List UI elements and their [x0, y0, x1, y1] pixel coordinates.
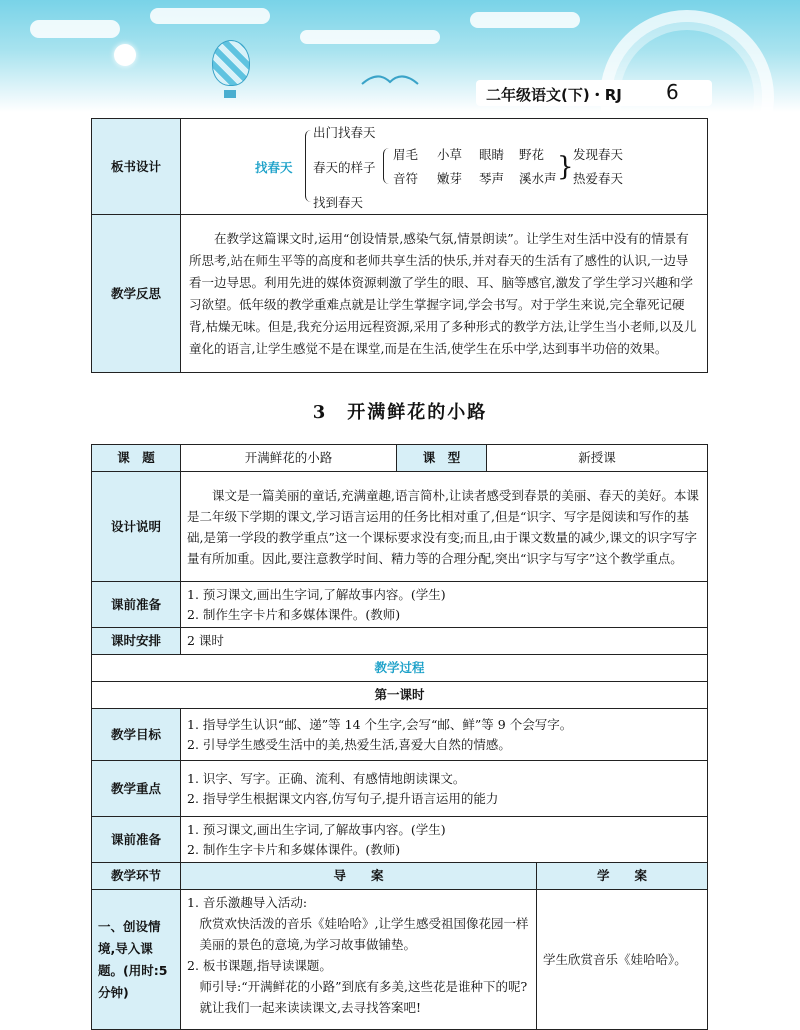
goal-label: 教学目标 [92, 709, 181, 761]
process-heading: 教学过程 [92, 655, 708, 682]
prep-label: 课前准备 [92, 582, 181, 628]
hours-label: 课时安排 [92, 628, 181, 655]
reflection-label: 教学反思 [92, 215, 181, 373]
hot-air-balloon-icon [212, 40, 250, 86]
step1-study: 学生欣赏音乐《娃哈哈》。 [537, 890, 708, 1030]
board-word: 野花 [519, 146, 545, 162]
board-word: 小草 [437, 146, 463, 162]
brace-middle [383, 148, 390, 184]
step1-label: 一、创设情境,导入课题。(用时:5分钟) [92, 890, 181, 1030]
prep-item: 2. 制作生字卡片和多媒体课件。(教师) [187, 606, 401, 622]
cloud-decoration [300, 30, 440, 44]
brace-left [305, 130, 312, 202]
board-word: 溪水声 [519, 170, 557, 186]
balloon-basket-icon [224, 90, 236, 98]
type-value: 新授课 [487, 445, 708, 472]
design-text: 课文是一篇美丽的童话,充满童趣,语言简朴,让读者感受到春景的美丽、春天的美好。本课是二年级下学期的课文,学习语言运用的任务比相对重了,但是“识字、写字是阅读和写作的基础,是第一学段的教学重点”这一个课标要求没有变;而且,由于课文数量的减少,课文的识字写字量有所加重。因此,要注意教学时间、精力等的合理分配,突出“识字与写字”这个教学重点。 [181, 472, 708, 582]
bird-icon [360, 70, 420, 90]
board-line1: 出门找春天 [313, 124, 376, 140]
board-word: 琴声 [479, 170, 505, 186]
step1-guide-line: 1. 音乐激趣导入活动: [187, 895, 308, 910]
sun-icon [114, 44, 136, 66]
book-title: 二年级语文(下)・RJ [486, 86, 622, 104]
board-line3: 找到春天 [313, 194, 364, 210]
step1-guide-line: 师引导:“开满鲜花的小路”到底有多美,这些花是谁种下的呢?就让我们一起来读读课文,去寻找答案吧! [199, 979, 528, 1015]
board-love: 热爱春天 [573, 170, 624, 186]
step1-guide-line: 欣赏欢快活泼的音乐《娃哈哈》,让学生感受祖国像花园一样美丽的景色的意境,为学习故事做铺垫。 [199, 916, 529, 952]
col-study-header: 学 案 [537, 863, 708, 890]
board-word: 音符 [393, 170, 419, 186]
prep2-item: 2. 制作生字卡片和多媒体课件。(教师) [187, 841, 401, 857]
board-topic: 找春天 [255, 159, 293, 175]
lesson-table [91, 444, 708, 1030]
cloud-decoration [30, 20, 120, 38]
section-title: 3 开满鲜花的小路 [312, 402, 488, 423]
page-number: 6 [666, 80, 679, 104]
col-step-header: 教学环节 [92, 863, 181, 890]
hours-value: 2 课时 [181, 628, 708, 655]
step1-guide-line: 2. 板书课题,指导读课题。 [187, 958, 332, 973]
key-item: 1. 识字、写字。正确、流利、有感情地朗读课文。 [187, 770, 466, 786]
prep2-item: 1. 预习课文,画出生字词,了解故事内容。(学生) [187, 821, 446, 837]
board-design-table [91, 118, 708, 373]
goal-item: 1. 指导学生认识“邮、递”等 14 个生字,会写“邮、鲜”等 9 个会写字。 [187, 716, 573, 732]
goal-item: 2. 引导学生感受生活中的美,热爱生活,喜爱大自然的情感。 [187, 736, 511, 752]
board-word: 眼睛 [479, 146, 505, 162]
board-diagram [181, 120, 707, 214]
board-label: 板书设计 [92, 119, 181, 215]
key-item: 2. 指导学生根据课文内容,仿写句子,提升语言运用的能力 [187, 790, 499, 806]
reflection-text: 在教学这篇课文时,运用“创设情景,感染气氛,情景朗读”。让学生对生活中没有的情景有所思考,站在师生平等的高度和老师共享生活的快乐,并对春天的生活有了感性的认识,一边导看一边导思。利用先进的媒体资源刺激了学生的眼、耳、脑等感官,激发了学生学习兴趣和学习欲望。低年级的教学重难点就是让学生掌握字词,学会书写。对于学生来说,完全靠死记硬背,枯燥无味。但是,我充分运用远程资源,采用了多种形式的教学方法,让学生当小老师,以及儿童化的语言,让学生感觉不是在课堂,而是在生活,使学生在乐中学,达到事半功倍的效果。 [181, 215, 708, 373]
type-label: 课 型 [397, 445, 487, 472]
design-label: 设计说明 [92, 472, 181, 582]
cloud-decoration [470, 12, 580, 28]
cloud-decoration [150, 8, 270, 24]
brace-right-icon: } [557, 151, 574, 182]
topic-label: 课 题 [92, 445, 181, 472]
board-word: 眉毛 [393, 146, 419, 162]
key-label: 教学重点 [92, 761, 181, 817]
board-word: 嫩芽 [437, 170, 463, 186]
col-guide-header: 导 案 [181, 863, 537, 890]
prep-item: 1. 预习课文,画出生字词,了解故事内容。(学生) [187, 586, 446, 602]
board-find: 发现春天 [573, 146, 624, 162]
prep2-label: 课前准备 [92, 817, 181, 863]
topic-value: 开满鲜花的小路 [181, 445, 397, 472]
period-heading: 第一课时 [92, 682, 708, 709]
board-line2: 春天的样子 [313, 159, 376, 175]
